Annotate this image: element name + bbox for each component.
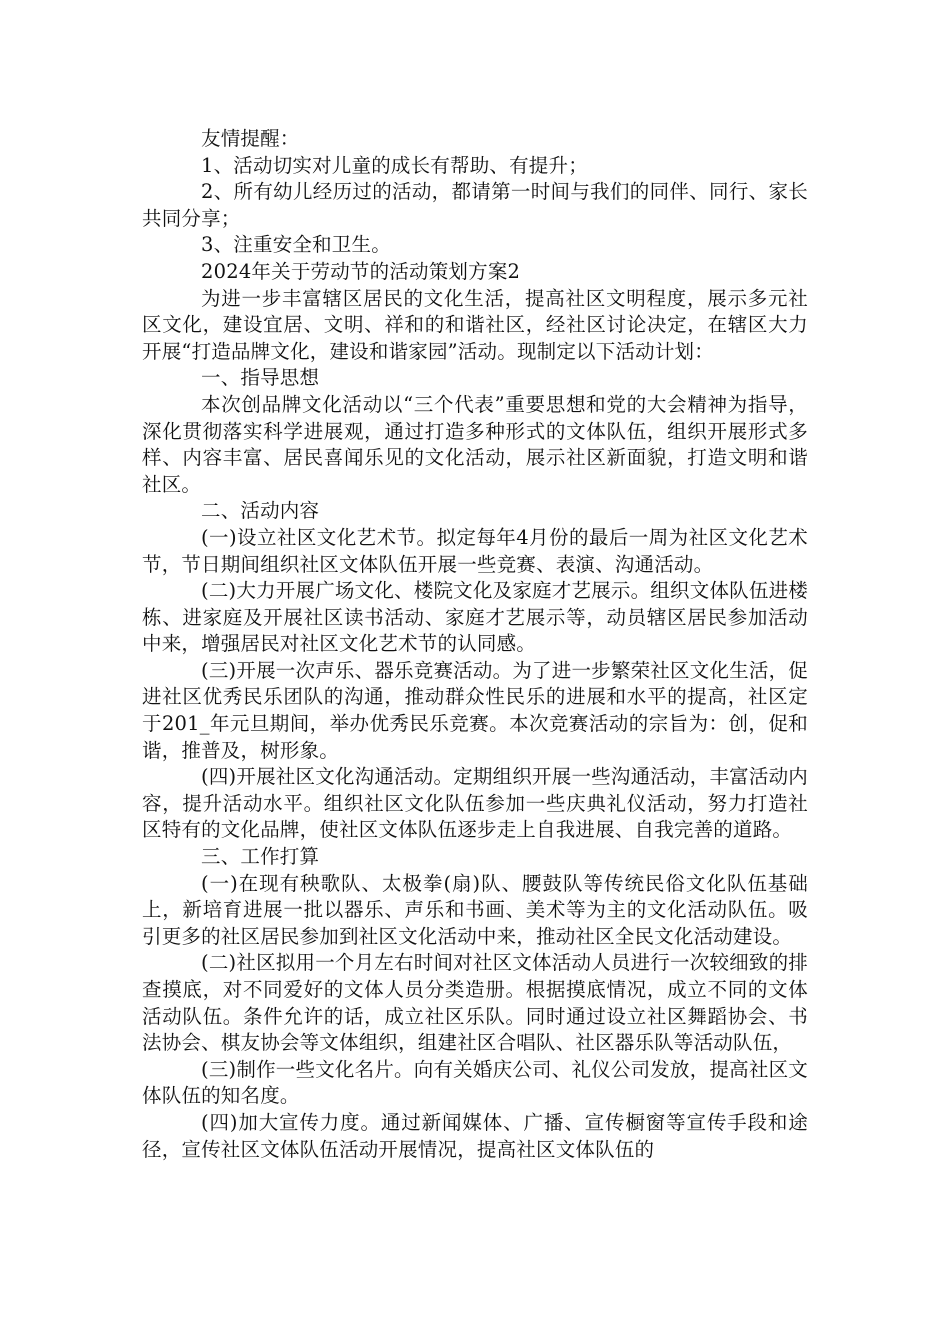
section-heading-guiding-thought: 一、指导思想 [201, 366, 320, 390]
activity-item-2: (二)大力开展广场文化、楼院文化及家庭才艺展示。组织文体队伍进楼栋、进家庭及开展社区读书活动、家庭才艺展示等，动员辖区居民参加活动中来，增强居民对社区文化艺术节的认同感。 [142, 579, 808, 656]
section-heading-activity-content: 二、活动内容 [201, 499, 320, 523]
activity-item-3: (三)开展一次声乐、器乐竞赛活动。为了进一步繁荣社区文化生活，促进社区优秀民乐团队的沟通，推动群众性民乐的进展和水平的提高，社区定于201_年元旦期间，举办优秀民乐竞赛。本次竞赛活动的宗旨为：创，促和谐，推普及，树形象。 [142, 658, 808, 762]
reminder-item-1: 1、活动切实对儿童的成长有帮助、有提升； [201, 153, 588, 177]
reminder-heading: 友情提醒： [201, 127, 300, 150]
work-plan-item-4: (四)加大宣传力度。通过新闻媒体、广播、宣传橱窗等宣传手段和途径，宣传社区文体队伍活动开展情况，提高社区文体队伍的 [142, 1110, 808, 1161]
activity-item-4: (四)开展社区文化沟通活动。定期组织开展一些沟通活动，丰富活动内容，提升活动水平。组织社区文化队伍参加一些庆典礼仪活动，努力打造社区特有的文化品牌，使社区文体队伍逐步走上自我进展、自我完善的道路。 [142, 765, 808, 842]
reminder-item-2: 2、所有幼儿经历过的活动，都请第一时间与我们的同伴、同行、家长共同分享； [142, 180, 808, 230]
reminder-item-3: 3、注重安全和卫生。 [201, 233, 391, 257]
document-body [142, 126, 808, 1163]
intro-paragraph: 为进一步丰富辖区居民的文化生活，提高社区文明程度，展示多元社区文化，建设宜居、文明、祥和的和谐社区，经社区讨论决定，在辖区大力开展“打造品牌文化，建设和谐家园”活动。现制定以下活动计划： [142, 286, 808, 363]
work-plan-item-3: (三)制作一些文化名片。向有关婚庆公司、礼仪公司发放，提高社区文体队伍的知名度。 [142, 1057, 808, 1108]
plan-title: 2024年关于劳动节的活动策划方案2 [201, 259, 521, 283]
guiding-thought-paragraph: 本次创品牌文化活动以“三个代表”重要思想和党的大会精神为指导，深化贯彻落实科学进展观，通过打造多种形式的文体队伍，组织开展形式多样、内容丰富、居民喜闻乐见的文化活动，展示社区新面貌，打造文明和谐社区。 [142, 392, 808, 496]
work-plan-item-1: (一)在现有秧歌队、太极拳(扇)队、腰鼓队等传统民俗文化队伍基础上，新培育进展一批以器乐、声乐和书画、美术等为主的文化活动队伍。吸引更多的社区居民参加到社区文化活动中来，推动社区全民文化活动建设。 [142, 871, 808, 948]
section-heading-work-plan: 三、工作打算 [201, 845, 320, 869]
activity-item-1: (一)设立社区文化艺术节。拟定每年4月份的最后一周为社区文化艺术节，节日期间组织社区文体队伍开展一些竞赛、表演、沟通活动。 [142, 525, 808, 576]
work-plan-item-2: (二)社区拟用一个月左右时间对社区文体活动人员进行一次较细致的排查摸底，对不同爱好的文体人员分类造册。根据摸底情况，成立不同的文体活动队伍。条件允许的话，成立社区乐队。同时通过设立社区舞蹈协会、书法协会、棋友协会等文体组织，组建社区合唱队、社区器乐队等活动队伍， [142, 951, 808, 1055]
